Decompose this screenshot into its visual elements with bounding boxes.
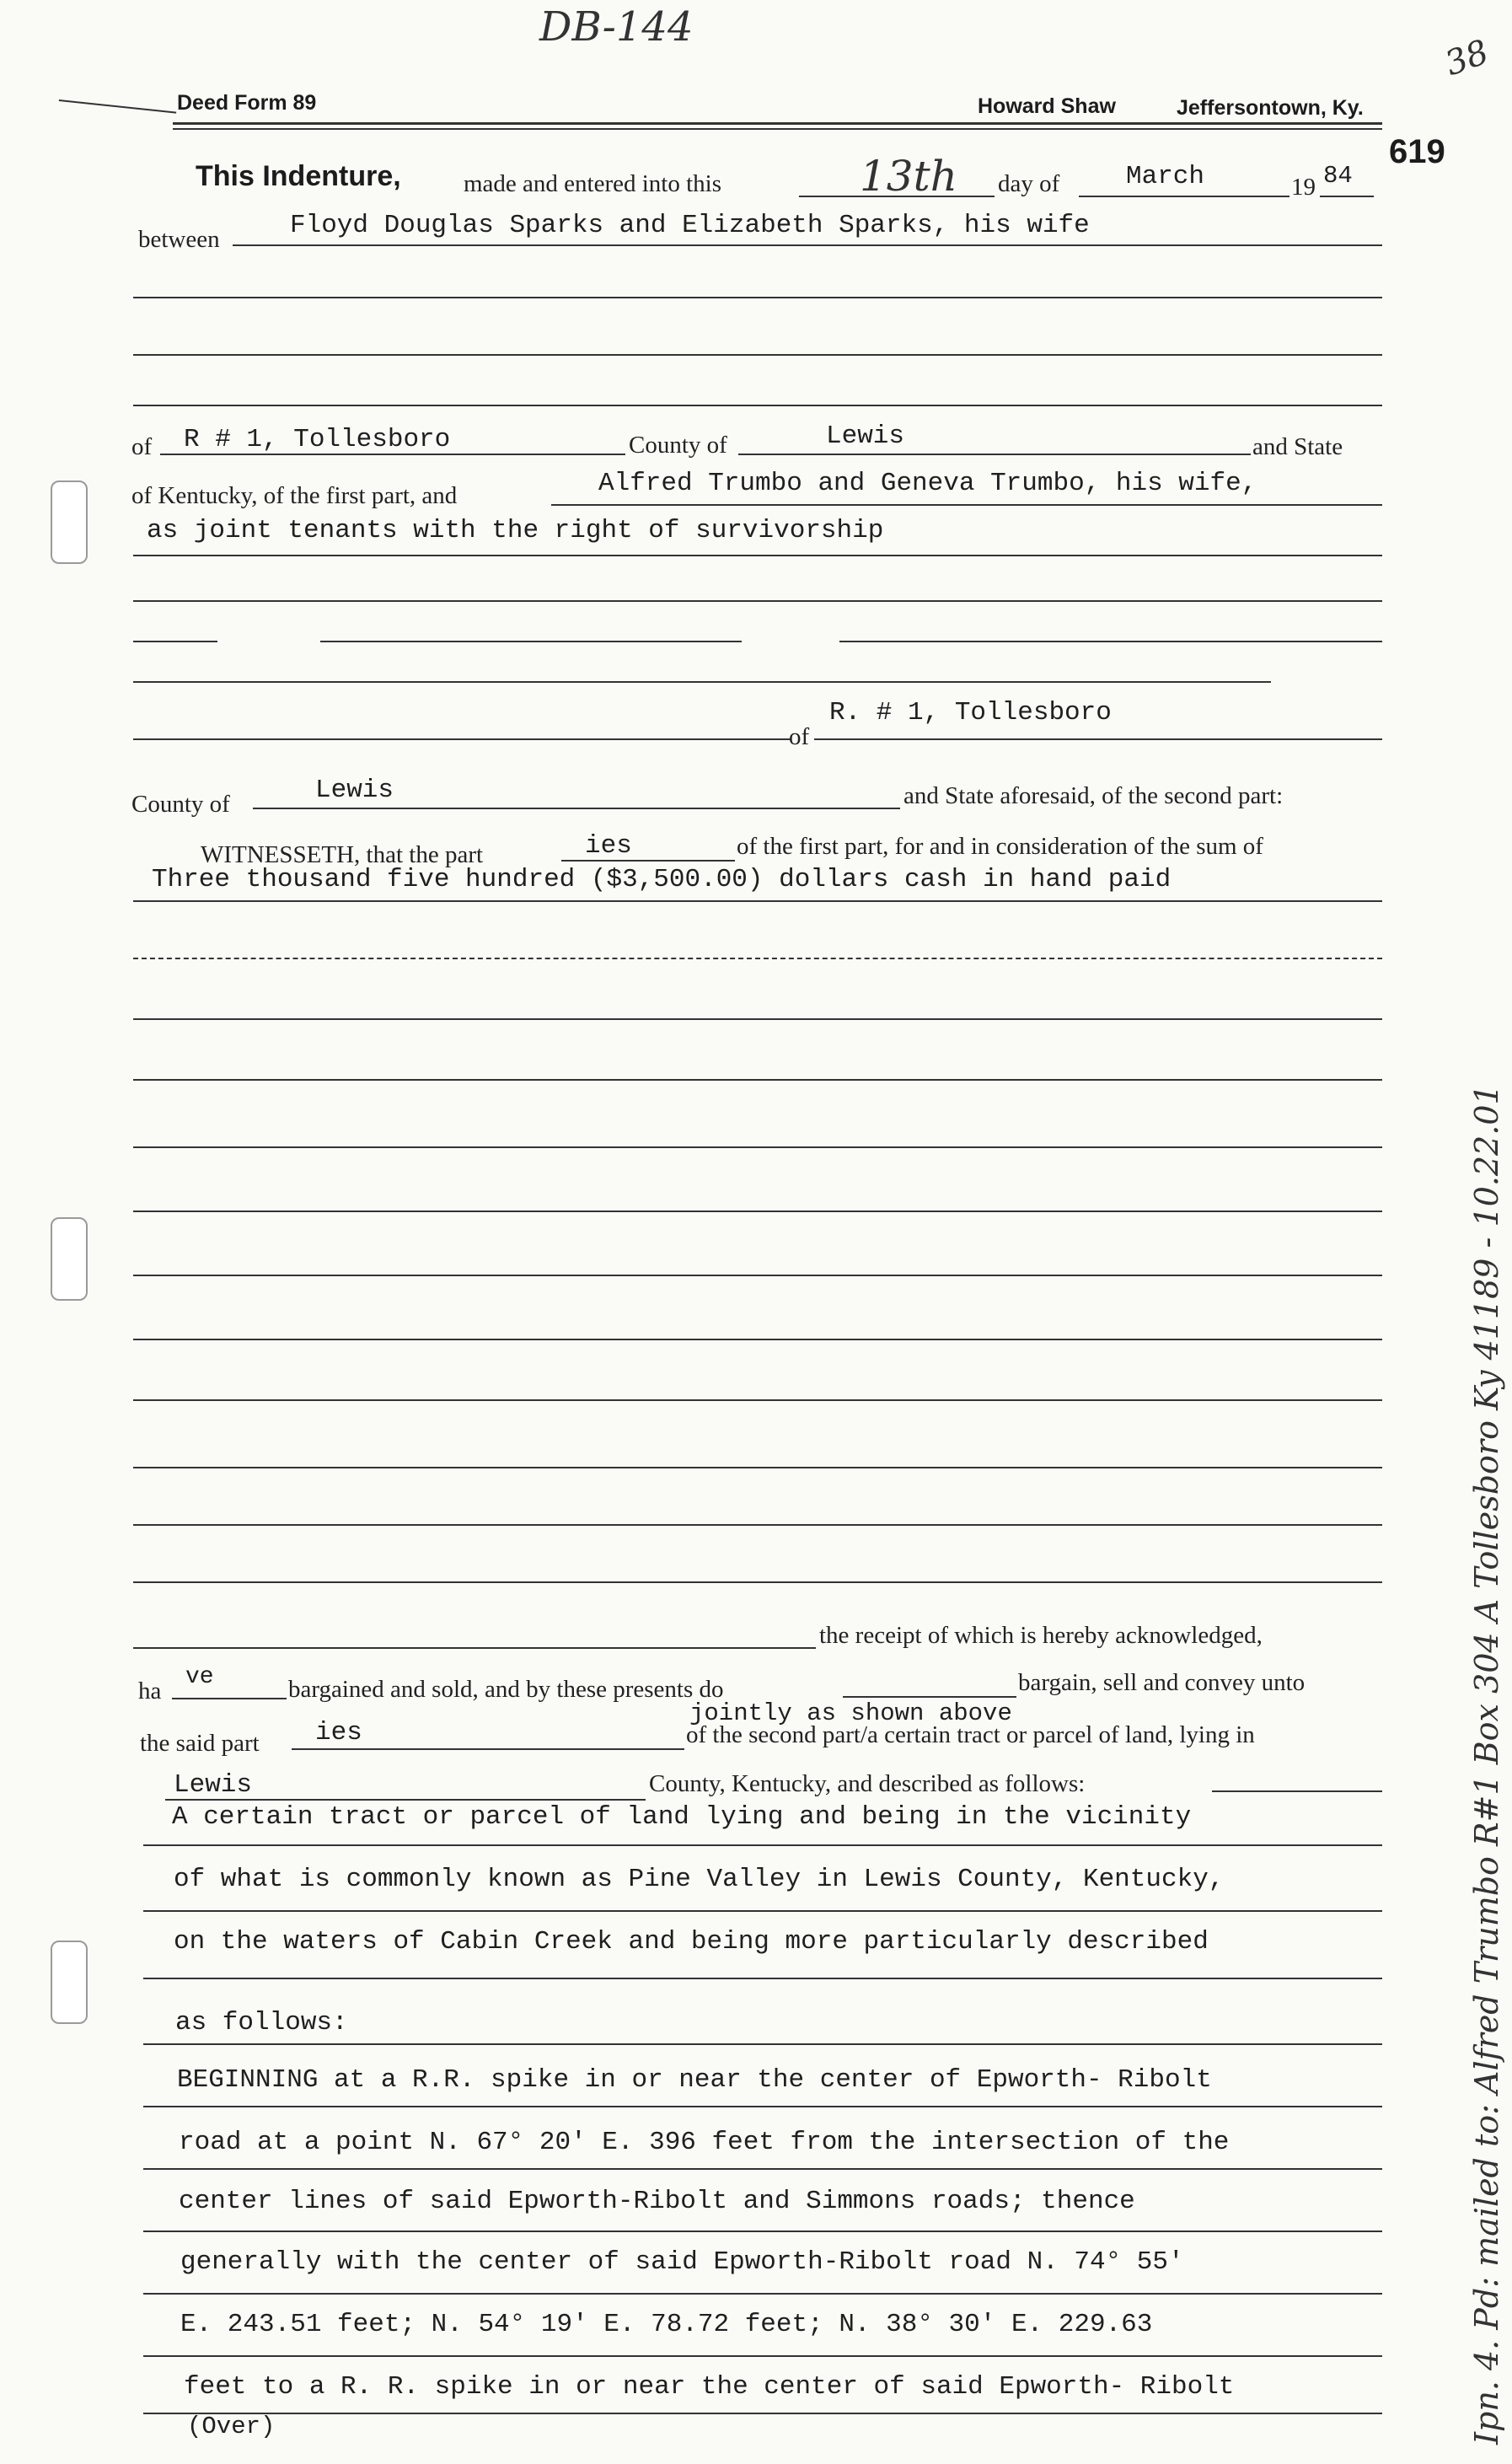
said-part-line bbox=[292, 1748, 684, 1750]
ha-suffix: ve bbox=[185, 1664, 214, 1690]
consideration-amount: Three thousand five hundred ($3,500.00) dollars cash in hand paid bbox=[152, 865, 1172, 894]
day-label: day of bbox=[998, 170, 1060, 197]
month-value: March bbox=[1126, 162, 1205, 191]
blank-line bbox=[133, 1146, 1382, 1148]
do-line bbox=[843, 1696, 1016, 1698]
description-rule bbox=[143, 2230, 1382, 2232]
jointly-note: jointly as shown above bbox=[689, 1699, 1012, 1727]
file-number-annotation: DB-144 bbox=[539, 3, 694, 51]
blank-line bbox=[320, 641, 742, 642]
second-part-text: of the second part/a certain tract or parcel of land, lying in bbox=[686, 1721, 1255, 1748]
second-party-names: Alfred Trumbo and Geneva Trumbo, his wife, bbox=[598, 469, 1257, 498]
description-line: of what is commonly known as Pine Valley in Lewis County, Kentucky, bbox=[174, 1865, 1225, 1894]
day-value: 13th bbox=[860, 152, 957, 201]
blank-line bbox=[839, 641, 1382, 642]
address-line bbox=[814, 738, 1382, 740]
second-party-intro: of Kentucky, of the first part, and bbox=[131, 482, 458, 509]
description-rule bbox=[143, 2293, 1382, 2295]
blank-line bbox=[133, 1079, 1382, 1081]
year-line bbox=[1320, 196, 1374, 197]
second-party-county: Lewis bbox=[315, 776, 394, 805]
description-line: A certain tract or parcel of land lying and being in the vicinity bbox=[172, 1802, 1192, 1832]
second-party-address: R. # 1, Tollesboro bbox=[829, 698, 1112, 727]
over-label: (Over) bbox=[187, 2413, 276, 2440]
blank-line bbox=[133, 1275, 1382, 1276]
bargain-text: bargain, sell and convey unto bbox=[1018, 1669, 1306, 1696]
header-rule-double bbox=[173, 128, 1382, 130]
made-text: made and entered into this bbox=[464, 170, 722, 197]
blank-line bbox=[133, 681, 1271, 683]
county-line bbox=[253, 808, 900, 809]
form-name: Deed Form 89 bbox=[177, 91, 317, 115]
description-line: center lines of said Epworth-Ribolt and Simmons roads; thence bbox=[179, 2187, 1135, 2216]
county-label: County of bbox=[131, 791, 230, 818]
description-line: as follows: bbox=[175, 2008, 348, 2037]
county-label: County of bbox=[629, 432, 727, 459]
blank-line bbox=[133, 738, 791, 740]
said-part-suffix: ies bbox=[315, 1718, 362, 1747]
first-party-county: Lewis bbox=[826, 421, 905, 451]
description-rule bbox=[143, 2106, 1382, 2107]
year-prefix: 19 bbox=[1291, 174, 1316, 201]
blank-line bbox=[133, 354, 1382, 356]
publisher-location: Jeffersontown, Ky. bbox=[1177, 96, 1364, 120]
description-rule bbox=[143, 1910, 1382, 1912]
description-line: generally with the center of said Epworth-Ribolt road N. 74° 55' bbox=[180, 2247, 1184, 2277]
blank-line bbox=[133, 600, 1382, 602]
of-label: of bbox=[789, 723, 810, 750]
witnesseth-label: WITNESSETH, that the part bbox=[201, 841, 484, 868]
amount-line bbox=[133, 900, 1382, 902]
blank-line bbox=[133, 1339, 1382, 1340]
description-line: E. 243.51 feet; N. 54° 19' E. 78.72 feet; N. 38° 30' E. 229.63 bbox=[180, 2310, 1153, 2339]
punch-hole bbox=[51, 1217, 88, 1301]
receipt-text: the receipt of which is hereby acknowledged, bbox=[819, 1622, 1263, 1649]
year-value: 84 bbox=[1323, 162, 1353, 190]
witnesseth-part-suffix: ies bbox=[585, 831, 632, 861]
blank-line bbox=[133, 297, 1382, 298]
description-line: on the waters of Cabin Creek and being more particularly described bbox=[174, 1927, 1209, 1957]
punch-hole bbox=[51, 1941, 88, 2024]
county-line bbox=[738, 454, 1251, 455]
blank-line bbox=[133, 958, 1382, 959]
description-line: feet to a R. R. spike in or near the center of said Epworth- Ribolt bbox=[184, 2372, 1235, 2402]
punch-hole bbox=[51, 480, 88, 564]
page-number: 619 bbox=[1389, 133, 1445, 170]
consideration-text: of the first part, for and in consideration of the sum of bbox=[737, 833, 1263, 860]
ha-label: ha bbox=[138, 1678, 162, 1704]
conveyance-county: Lewis bbox=[174, 1770, 253, 1800]
description-rule bbox=[143, 2043, 1382, 2045]
state-aforesaid: and State aforesaid, of the second part: bbox=[903, 782, 1284, 809]
blank-line bbox=[133, 1399, 1382, 1401]
blank-line bbox=[133, 1647, 816, 1649]
indenture-title: This Indenture, bbox=[196, 160, 401, 192]
description-rule bbox=[143, 2355, 1382, 2357]
between-label: between bbox=[138, 226, 220, 253]
county-described-text: County, Kentucky, and described as follows: bbox=[649, 1770, 1086, 1797]
blank-line bbox=[133, 1524, 1382, 1526]
state-label: and State bbox=[1252, 433, 1343, 460]
between-line bbox=[233, 244, 1382, 246]
bargained-text: bargained and sold, and by these presents do bbox=[288, 1676, 724, 1703]
description-line: road at a point N. 67° 20' E. 396 feet from the intersection of the bbox=[179, 2128, 1230, 2157]
blank-line bbox=[133, 1018, 1382, 1020]
blank-line bbox=[133, 1581, 1382, 1583]
publisher-name: Howard Shaw bbox=[978, 94, 1116, 118]
description-line: BEGINNING at a R.R. spike in or near the center of Epworth- Ribolt bbox=[177, 2065, 1212, 2095]
of-label: of bbox=[131, 433, 153, 460]
blank-line bbox=[133, 1211, 1382, 1212]
description-rule bbox=[143, 2413, 1382, 2414]
second-party-tenancy: as joint tenants with the right of survivorship bbox=[147, 516, 884, 545]
first-party-address: R # 1, Tollesboro bbox=[184, 425, 451, 454]
county-tail-line bbox=[1212, 1790, 1382, 1792]
blank-line bbox=[133, 641, 217, 642]
blank-line bbox=[133, 405, 1382, 406]
margin-note-annotation: Ipn. 4. Pd: mailed to: Alfred Trumbo R#1 Box 304 A Tollesboro Ky 41189 - 10.22.01 bbox=[1468, 1084, 1505, 2445]
said-part-label: the said part bbox=[140, 1730, 260, 1757]
description-rule bbox=[143, 2168, 1382, 2170]
header-rule-left bbox=[59, 99, 176, 114]
description-rule bbox=[143, 1978, 1382, 1979]
month-line bbox=[1079, 196, 1289, 197]
blank-line bbox=[133, 1467, 1382, 1468]
ha-suffix-line bbox=[172, 1698, 287, 1699]
second-party-line-2 bbox=[133, 555, 1382, 556]
first-party-names: Floyd Douglas Sparks and Elizabeth Sparks, his wife bbox=[290, 211, 1090, 240]
corner-number-annotation: 38 bbox=[1440, 32, 1494, 84]
header-rule bbox=[173, 122, 1382, 125]
second-party-line bbox=[551, 504, 1382, 506]
description-rule bbox=[143, 1844, 1382, 1846]
